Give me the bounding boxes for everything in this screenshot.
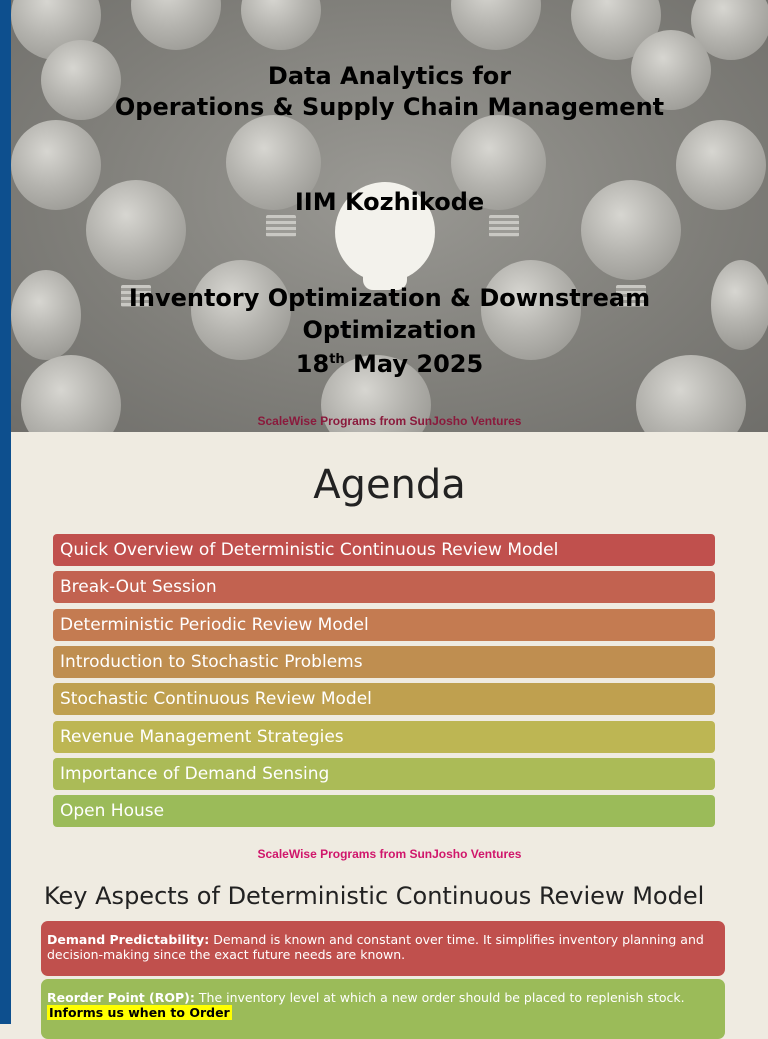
course-title-line2: Operations & Supply Chain Management — [114, 93, 665, 121]
demand-predictability-box — [41, 921, 725, 976]
highlight-note: Informs us when to Order — [49, 1005, 230, 1020]
box-text: Demand is known and constant over time. It simplifies inventory planning and decision-making since the exact future needs are known. — [47, 932, 704, 962]
session-date: 18th May 2025 — [295, 350, 484, 378]
box-text: The inventory level at which a new order should be placed to replenish stock. — [194, 990, 685, 1005]
agenda-item: Revenue Management Strategies — [53, 721, 715, 753]
institute-name: IIM Kozhikode — [294, 188, 485, 216]
agenda-item: Quick Overview of Deterministic Continuous Review Model — [53, 534, 715, 566]
left-accent-bar — [0, 0, 11, 1024]
box-term: Demand Predictability: — [47, 932, 210, 947]
agenda-item: Introduction to Stochastic Problems — [53, 646, 715, 678]
agenda-item: Stochastic Continuous Review Model — [53, 683, 715, 715]
course-title-line1: Data Analytics for — [267, 62, 512, 90]
key-aspects-title: Key Aspects of Deterministic Continuous Review Model — [44, 882, 705, 910]
agenda-item: Open House — [53, 795, 715, 827]
box-term: Reorder Point (ROP): — [47, 990, 195, 1005]
title-slide — [11, 0, 768, 432]
reorder-point-box — [41, 979, 725, 1039]
slide-footer: ScaleWise Programs from SunJosho Ventures — [257, 414, 522, 428]
agenda-item: Deterministic Periodic Review Model — [53, 609, 715, 641]
agenda-item: Break-Out Session — [53, 571, 715, 603]
topic-line2: Optimization — [302, 316, 477, 344]
agenda-item: Importance of Demand Sensing — [53, 758, 715, 790]
agenda-title: Agenda — [313, 462, 466, 508]
slide-footer: ScaleWise Programs from SunJosho Ventures — [257, 847, 522, 861]
topic-line1: Inventory Optimization & Downstream — [128, 284, 651, 312]
